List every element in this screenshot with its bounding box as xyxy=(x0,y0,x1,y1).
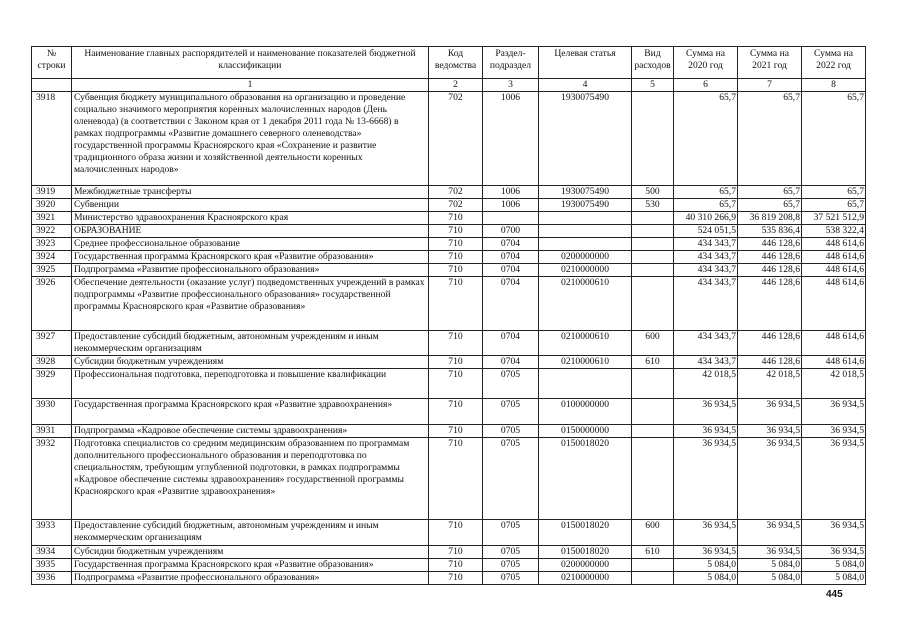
dept-code: 710 xyxy=(429,398,483,424)
sum-2022: 5 084,0 xyxy=(802,558,866,571)
budget-table xyxy=(31,46,866,585)
table-row xyxy=(32,437,866,519)
expense-type: 610 xyxy=(632,355,674,368)
expense-type: 610 xyxy=(632,545,674,558)
target-article: 0150018020 xyxy=(539,545,632,558)
sum-2022: 448 614,6 xyxy=(802,355,866,368)
row-name: Подпрограмма «Развитие профессионального образования» xyxy=(72,571,429,584)
target-article: 0200000000 xyxy=(539,558,632,571)
dept-code: 710 xyxy=(429,424,483,437)
sum-2021: 36 934,5 xyxy=(738,437,802,519)
section-code: 1006 xyxy=(483,199,539,212)
sum-2022: 36 934,5 xyxy=(802,398,866,424)
section-code: 1006 xyxy=(483,92,539,186)
row-name: Государственная программа Красноярского края «Развитие образования» xyxy=(72,251,429,264)
row-number: 3920 xyxy=(32,199,72,212)
expense-type xyxy=(632,225,674,238)
sum-2020: 524 051,5 xyxy=(674,225,738,238)
row-name: Предоставление субсидий бюджетным, автономным учреждениям и иным некоммерческим организациям xyxy=(72,519,429,545)
target-article: 0210000610 xyxy=(539,355,632,368)
sum-2021: 446 128,6 xyxy=(738,264,802,277)
dept-code: 710 xyxy=(429,277,483,331)
dept-code: 710 xyxy=(429,251,483,264)
section-code: 0705 xyxy=(483,424,539,437)
column-numbers-row xyxy=(32,79,866,92)
section-code: 0704 xyxy=(483,355,539,368)
table-row xyxy=(32,545,866,558)
sum-2021: 36 934,5 xyxy=(738,424,802,437)
row-name: Среднее профессиональное образование xyxy=(72,238,429,251)
dept-code: 710 xyxy=(429,212,483,225)
sum-2021: 446 128,6 xyxy=(738,251,802,264)
sum-2020: 42 018,5 xyxy=(674,368,738,398)
section-code: 0705 xyxy=(483,558,539,571)
sum-2021: 36 934,5 xyxy=(738,519,802,545)
row-name: Подпрограмма «Кадровое обеспечение системы здравоохранения» xyxy=(72,424,429,437)
header-row-number: № строки xyxy=(32,47,72,79)
target-article: 0150000000 xyxy=(539,424,632,437)
sum-2022: 65,7 xyxy=(802,92,866,186)
column-number: 2 xyxy=(429,79,483,92)
sum-2021: 535 836,4 xyxy=(738,225,802,238)
column-number: 4 xyxy=(539,79,632,92)
row-name: Государственная программа Красноярского края «Развитие здравоохранения» xyxy=(72,398,429,424)
dept-code: 710 xyxy=(429,437,483,519)
sum-2022: 538 322,4 xyxy=(802,225,866,238)
table-row xyxy=(32,238,866,251)
row-number: 3934 xyxy=(32,545,72,558)
target-article: 1930075490 xyxy=(539,199,632,212)
column-number: 1 xyxy=(72,79,429,92)
expense-type xyxy=(632,264,674,277)
sum-2022: 5 084,0 xyxy=(802,571,866,584)
sum-2021: 36 819 208,8 xyxy=(738,212,802,225)
sum-2022: 448 614,6 xyxy=(802,251,866,264)
row-number: 3927 xyxy=(32,331,72,356)
header-sum-2020: Сумма на 2020 год xyxy=(674,47,738,79)
sum-2022: 36 934,5 xyxy=(802,545,866,558)
table-row xyxy=(32,519,866,545)
column-number: 6 xyxy=(674,79,738,92)
section-code: 0705 xyxy=(483,437,539,519)
sum-2020: 36 934,5 xyxy=(674,545,738,558)
sum-2021: 446 128,6 xyxy=(738,355,802,368)
target-article xyxy=(539,368,632,398)
expense-type xyxy=(632,571,674,584)
header-sum-2022: Сумма на 2022 год xyxy=(802,47,866,79)
dept-code: 702 xyxy=(429,199,483,212)
sum-2020: 434 343,7 xyxy=(674,277,738,331)
column-number: 8 xyxy=(802,79,866,92)
sum-2022: 448 614,6 xyxy=(802,264,866,277)
header-name: Наименование главных распорядителей и наименование показателей бюджетной классификации xyxy=(72,47,429,79)
dept-code: 702 xyxy=(429,186,483,199)
expense-type xyxy=(632,558,674,571)
dept-code: 710 xyxy=(429,368,483,398)
row-number: 3918 xyxy=(32,92,72,186)
header-section: Раздел-подраздел xyxy=(483,47,539,79)
sum-2022: 448 614,6 xyxy=(802,277,866,331)
row-name: Субвенции xyxy=(72,199,429,212)
row-number: 3919 xyxy=(32,186,72,199)
expense-type xyxy=(632,368,674,398)
row-number: 3931 xyxy=(32,424,72,437)
section-code: 0704 xyxy=(483,251,539,264)
row-name: Подготовка специалистов со средним медицинским образованием по программам дополнительного профессионального образования и переподготовка по специальностям, требующим углубленной подготовки, в рамках подпрограммы «Кадровое обеспечение системы здравоохранения» государственной программы Красноярского края «Развитие здравоохранения» xyxy=(72,437,429,519)
column-number: 7 xyxy=(738,79,802,92)
header-row xyxy=(32,47,866,79)
column-number: 3 xyxy=(483,79,539,92)
section-code: 0705 xyxy=(483,571,539,584)
target-article: 0200000000 xyxy=(539,251,632,264)
sum-2020: 5 084,0 xyxy=(674,558,738,571)
sum-2020: 434 343,7 xyxy=(674,264,738,277)
sum-2020: 65,7 xyxy=(674,186,738,199)
target-article: 0150018020 xyxy=(539,437,632,519)
sum-2020: 434 343,7 xyxy=(674,331,738,356)
expense-type xyxy=(632,238,674,251)
expense-type xyxy=(632,437,674,519)
row-number: 3921 xyxy=(32,212,72,225)
row-name: Обеспечение деятельности (оказание услуг) подведомственных учреждений в рамках подпрограммы «Развитие профессионального образования» государственной программы Красноярского края «Развитие образования» xyxy=(72,277,429,331)
row-number: 3930 xyxy=(32,398,72,424)
expense-type xyxy=(632,398,674,424)
column-number xyxy=(32,79,72,92)
expense-type: 530 xyxy=(632,199,674,212)
dept-code: 710 xyxy=(429,225,483,238)
row-number: 3923 xyxy=(32,238,72,251)
expense-type: 600 xyxy=(632,519,674,545)
row-number: 3935 xyxy=(32,558,72,571)
table-row xyxy=(32,251,866,264)
dept-code: 710 xyxy=(429,519,483,545)
target-article: 0100000000 xyxy=(539,398,632,424)
section-code: 0704 xyxy=(483,264,539,277)
section-code: 0705 xyxy=(483,519,539,545)
target-article xyxy=(539,225,632,238)
sum-2021: 5 084,0 xyxy=(738,558,802,571)
sum-2022: 36 934,5 xyxy=(802,437,866,519)
sum-2021: 65,7 xyxy=(738,92,802,186)
sum-2021: 65,7 xyxy=(738,199,802,212)
row-number: 3932 xyxy=(32,437,72,519)
table-row xyxy=(32,277,866,331)
table-row xyxy=(32,331,866,356)
sum-2020: 65,7 xyxy=(674,92,738,186)
expense-type xyxy=(632,277,674,331)
row-name: Межбюджетные трансферты xyxy=(72,186,429,199)
sum-2020: 40 310 266,9 xyxy=(674,212,738,225)
row-number: 3933 xyxy=(32,519,72,545)
expense-type: 600 xyxy=(632,331,674,356)
section-code: 0700 xyxy=(483,225,539,238)
table-row xyxy=(32,368,866,398)
header-target-article: Целевая статья xyxy=(539,47,632,79)
target-article: 0210000000 xyxy=(539,264,632,277)
target-article xyxy=(539,238,632,251)
target-article: 0210000610 xyxy=(539,277,632,331)
sum-2021: 36 934,5 xyxy=(738,398,802,424)
header-expense-type: Вид расходов xyxy=(632,47,674,79)
row-name: Государственная программа Красноярского края «Развитие образования» xyxy=(72,558,429,571)
section-code: 0704 xyxy=(483,331,539,356)
row-name: Профессиональная подготовка, переподготовка и повышение квалификации xyxy=(72,368,429,398)
expense-type xyxy=(632,424,674,437)
header-dept-code: Код ведомства xyxy=(429,47,483,79)
section-code: 0705 xyxy=(483,545,539,558)
sum-2022: 448 614,6 xyxy=(802,331,866,356)
row-name: Министерство здравоохранения Красноярского края xyxy=(72,212,429,225)
sum-2021: 65,7 xyxy=(738,186,802,199)
row-name: Субсидии бюджетным учреждениям xyxy=(72,545,429,558)
sum-2022: 448 614,6 xyxy=(802,238,866,251)
target-article: 0150018020 xyxy=(539,519,632,545)
row-name: ОБРАЗОВАНИЕ xyxy=(72,225,429,238)
expense-type xyxy=(632,251,674,264)
table-row xyxy=(32,264,866,277)
header-sum-2021: Сумма на 2021 год xyxy=(738,47,802,79)
page-number: 445 xyxy=(826,589,843,600)
expense-type xyxy=(632,212,674,225)
expense-type xyxy=(632,92,674,186)
target-article: 1930075490 xyxy=(539,186,632,199)
dept-code: 710 xyxy=(429,238,483,251)
table-row xyxy=(32,212,866,225)
expense-type: 500 xyxy=(632,186,674,199)
target-article: 0210000000 xyxy=(539,571,632,584)
sum-2020: 434 343,7 xyxy=(674,251,738,264)
sum-2020: 65,7 xyxy=(674,199,738,212)
sum-2021: 446 128,6 xyxy=(738,277,802,331)
row-number: 3924 xyxy=(32,251,72,264)
row-name: Подпрограмма «Развитие профессионального образования» xyxy=(72,264,429,277)
dept-code: 710 xyxy=(429,571,483,584)
dept-code: 710 xyxy=(429,545,483,558)
target-article: 1930075490 xyxy=(539,92,632,186)
sum-2022: 36 934,5 xyxy=(802,424,866,437)
table-row xyxy=(32,424,866,437)
table-row xyxy=(32,92,866,186)
row-number: 3936 xyxy=(32,571,72,584)
table-row xyxy=(32,355,866,368)
sum-2022: 42 018,5 xyxy=(802,368,866,398)
sum-2020: 36 934,5 xyxy=(674,519,738,545)
row-name: Предоставление субсидий бюджетным, автономным учреждениям и иным некоммерческим организациям xyxy=(72,331,429,356)
sum-2021: 5 084,0 xyxy=(738,571,802,584)
sum-2022: 36 934,5 xyxy=(802,519,866,545)
sum-2021: 36 934,5 xyxy=(738,545,802,558)
target-article xyxy=(539,212,632,225)
sum-2021: 42 018,5 xyxy=(738,368,802,398)
sum-2020: 434 343,7 xyxy=(674,238,738,251)
dept-code: 710 xyxy=(429,331,483,356)
section-code: 0704 xyxy=(483,277,539,331)
sum-2022: 65,7 xyxy=(802,199,866,212)
section-code: 0705 xyxy=(483,398,539,424)
row-name: Субсидии бюджетным учреждениям xyxy=(72,355,429,368)
sum-2020: 36 934,5 xyxy=(674,424,738,437)
sum-2020: 434 343,7 xyxy=(674,355,738,368)
table-row xyxy=(32,558,866,571)
sum-2021: 446 128,6 xyxy=(738,331,802,356)
sum-2020: 36 934,5 xyxy=(674,398,738,424)
sum-2021: 446 128,6 xyxy=(738,238,802,251)
row-name: Субвенция бюджету муниципального образования на организацию и проведение социально значимого мероприятия коренных малочисленных народов (День оленевода) (в соответствии с Законом края от 1 декабря 2011 года № 13-6668) в рамках подпрограммы «Развитие домашнего северного оленеводства» государственной программы Красноярского края «Сохранение и развитие традиционного образа жизни и хозяйственной деятельности коренных малочисленных народов» xyxy=(72,92,429,186)
sum-2020: 36 934,5 xyxy=(674,437,738,519)
row-number: 3925 xyxy=(32,264,72,277)
table-row xyxy=(32,571,866,584)
row-number: 3929 xyxy=(32,368,72,398)
table-row xyxy=(32,199,866,212)
row-number: 3922 xyxy=(32,225,72,238)
target-article: 0210000610 xyxy=(539,331,632,356)
table-row xyxy=(32,186,866,199)
section-code xyxy=(483,212,539,225)
dept-code: 702 xyxy=(429,92,483,186)
section-code: 1006 xyxy=(483,186,539,199)
section-code: 0705 xyxy=(483,368,539,398)
section-code: 0704 xyxy=(483,238,539,251)
dept-code: 710 xyxy=(429,558,483,571)
row-number: 3928 xyxy=(32,355,72,368)
table-row xyxy=(32,225,866,238)
sum-2022: 65,7 xyxy=(802,186,866,199)
sum-2020: 5 084,0 xyxy=(674,571,738,584)
dept-code: 710 xyxy=(429,264,483,277)
row-number: 3926 xyxy=(32,277,72,331)
table-row xyxy=(32,398,866,424)
column-number: 5 xyxy=(632,79,674,92)
dept-code: 710 xyxy=(429,355,483,368)
sum-2022: 37 521 512,9 xyxy=(802,212,866,225)
